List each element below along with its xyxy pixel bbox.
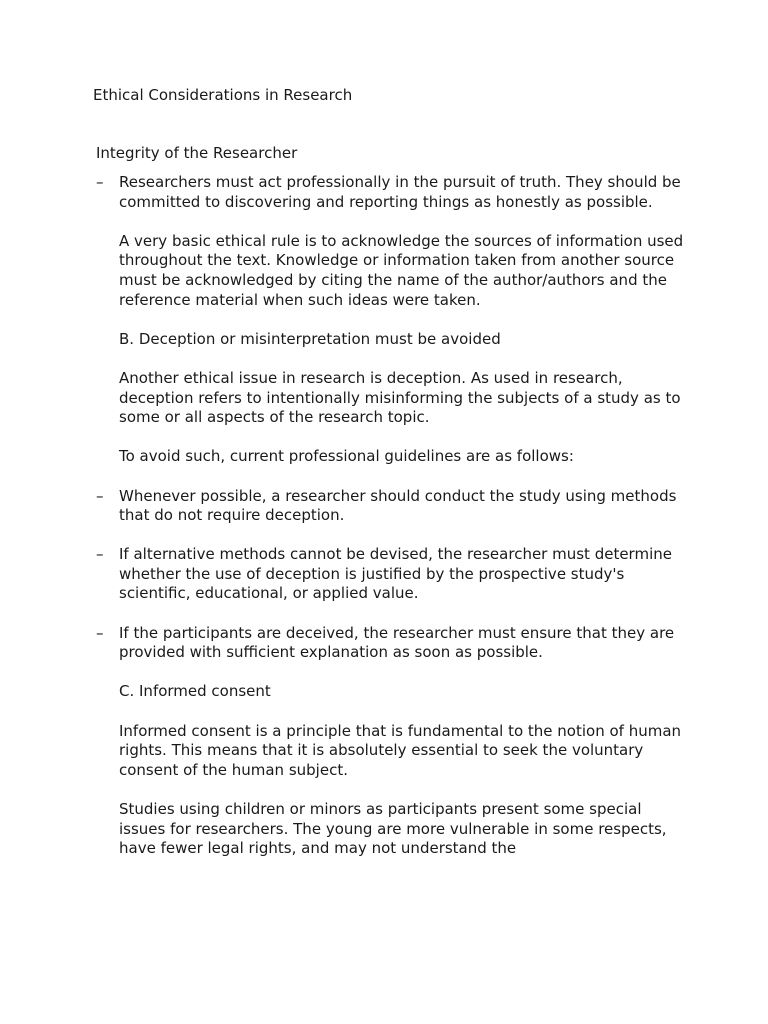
paragraph-text: If the participants are deceived, the researcher must ensure that they are provided with sufficient explanation as soon as possible. bbox=[119, 623, 675, 662]
paragraph bbox=[119, 800, 689, 859]
bullet-dash: – bbox=[96, 173, 104, 191]
paragraph-text: Studies using children or minors as participants present some special issues for researchers. The young are more vulnerable in some respects, have fewer legal rights, and may not understand the bbox=[119, 800, 667, 858]
paragraph bbox=[119, 369, 689, 428]
paragraph bbox=[119, 447, 689, 467]
paragraph-text: Informed consent is a principle that is fundamental to the notion of human rights. This means that it is absolutely essential to seek the voluntary consent of the human subject. bbox=[119, 721, 682, 779]
paragraph-text: B. Deception or misinterpretation must be avoided bbox=[119, 329, 501, 348]
bullet-dash: – bbox=[96, 545, 104, 564]
bullet-paragraph bbox=[96, 545, 689, 604]
paragraph-text: A very basic ethical rule is to acknowledge the sources of information used throughout the text. Knowledge or information taken from another source must be acknowledged by citing the name of the author/authors and the reference material when such ideas were taken. bbox=[119, 231, 684, 309]
bullet-paragraph bbox=[96, 623, 689, 663]
paragraph-text: If alternative methods cannot be devised, the researcher must determine whether the use of deception is justified by the prospective study's scientific, educational, or applied value. bbox=[119, 545, 672, 603]
paragraph-text: Another ethical issue in research is deception. As used in research, deception refers to intentionally misinforming the subjects of a study as to some or all aspects of the research topic. bbox=[119, 368, 681, 427]
bullet-dash: – bbox=[96, 486, 104, 505]
paragraph-text: To avoid such, current professional guidelines are as follows: bbox=[119, 447, 574, 466]
paragraph-text: C. Informed consent bbox=[119, 682, 271, 701]
paragraph bbox=[119, 232, 689, 310]
paragraph-text: Researchers must act professionally in the pursuit of truth. They should be committed to discovering and reporting things as honestly as possible. bbox=[119, 173, 681, 211]
bullet-paragraph bbox=[96, 486, 689, 526]
section-heading: Integrity of the Researcher bbox=[96, 144, 298, 162]
bullet-dash: – bbox=[96, 623, 104, 642]
paragraph bbox=[119, 722, 689, 781]
document-body bbox=[0, 173, 768, 878]
paragraph bbox=[119, 330, 689, 350]
paragraph-text: Whenever possible, a researcher should conduct the study using methods that do not require deception. bbox=[119, 486, 677, 525]
document-title: Ethical Considerations in Research bbox=[93, 86, 353, 104]
paragraph bbox=[119, 682, 689, 702]
bullet-paragraph bbox=[96, 173, 689, 212]
